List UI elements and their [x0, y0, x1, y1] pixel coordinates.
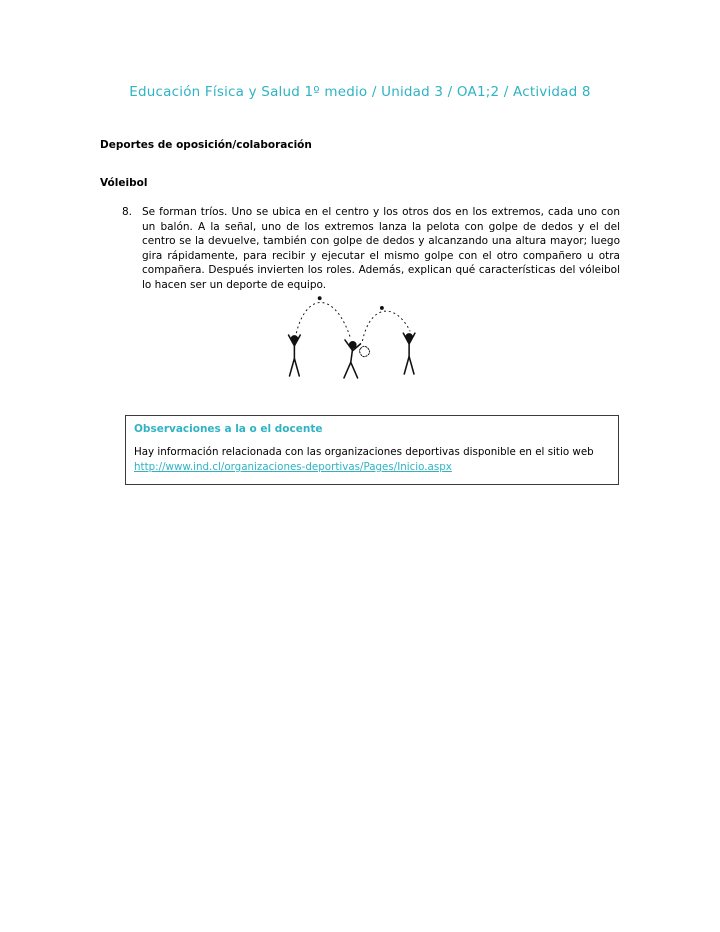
player-right [403, 333, 415, 374]
section-heading: Deportes de oposición/colaboración [100, 139, 312, 151]
page-title: Educación Física y Salud 1º medio / Unidad 3 / OA1;2 / Actividad 8 [129, 84, 591, 100]
ball-arc-left [296, 303, 350, 339]
activity-item [122, 205, 620, 292]
subsection-heading: Vóleibol [100, 177, 148, 189]
activity-text: Se forman tríos. Uno se ubica en el centro y los otros dos en los extremos, cada uno con un balón. A la señal, uno de los extremos lanza la pelota con golpe de dedos y el del centro se la devuelve, también con golpe de dedos y alcanzando una altura mayor; luego gira rápidamente, para recibir y ejecutar el mismo golpe con el otro compañero u otra compañera. Después invierten los roles. Además, explican qué características del vóleibol lo hacen ser un deporte de equipo. [142, 206, 620, 291]
volleyball-trio-illustration [0, 288, 720, 394]
observations-text [134, 445, 608, 475]
observations-title: Observaciones a la o el docente [134, 423, 323, 435]
observations-link[interactable]: http://www.ind.cl/organizaciones-deportivas/Pages/Inicio.aspx [134, 461, 452, 473]
ball-left [317, 296, 321, 300]
ball-right [379, 306, 383, 310]
observations-box [125, 415, 619, 485]
observations-body-text: Hay información relacionada con las organizaciones deportivas disponible en el sitio web [134, 446, 594, 458]
player-left [288, 335, 300, 376]
volleyball-trio-svg [273, 288, 448, 390]
activity-number: 8. [122, 206, 133, 218]
ball-arc-right [362, 311, 410, 341]
player-center [343, 340, 369, 378]
